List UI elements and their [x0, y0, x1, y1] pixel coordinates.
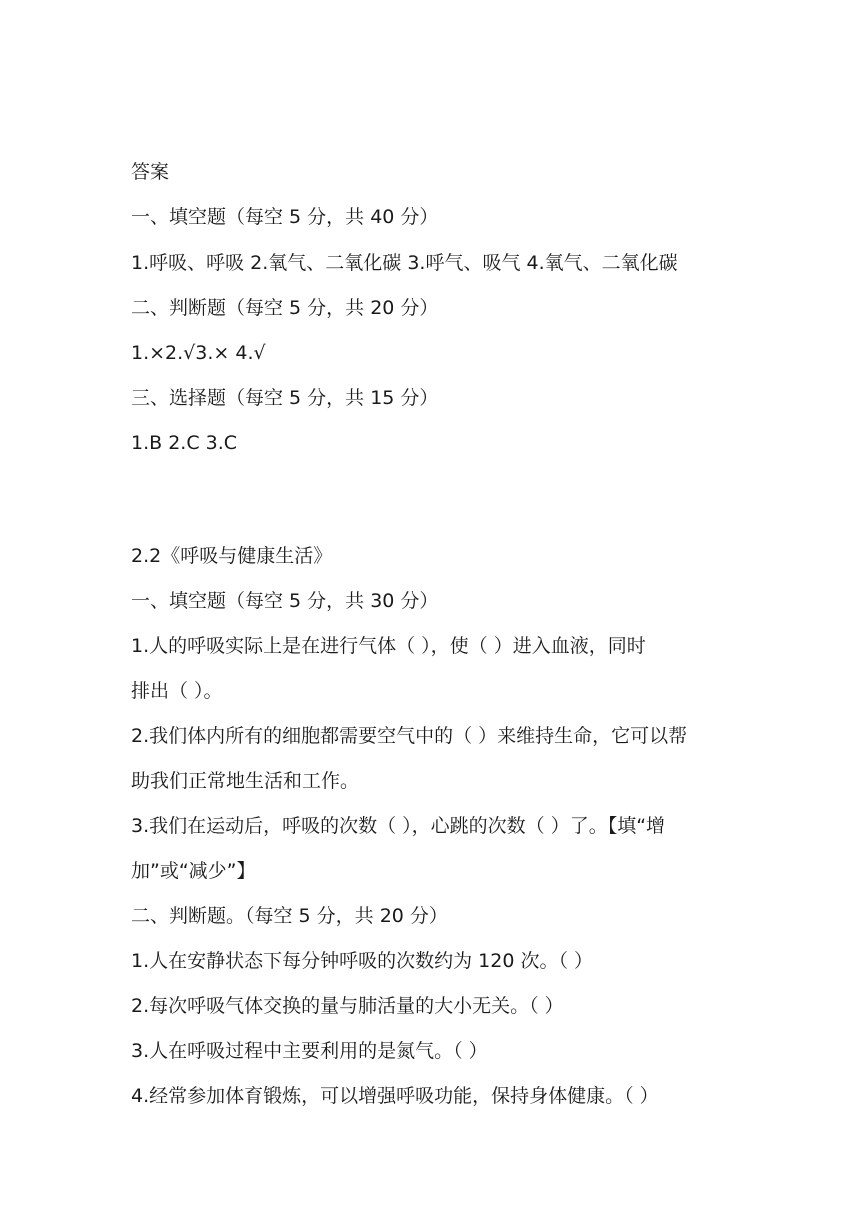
answer-part2-heading: 二、判断题（每空 5 分，共 20 分） [131, 297, 439, 319]
judge-question-4: 4.经常参加体育锻炼，可以增强呼吸功能，保持身体健康。（ ） [131, 1085, 659, 1107]
fill-question-1-line-2: 排出（ ）。 [131, 680, 223, 702]
answer-part3-text: 1.B 2.C 3.C [131, 432, 238, 454]
judge-question-3: 3.人在呼吸过程中主要利用的是氮气。（ ） [131, 1040, 488, 1062]
fill-heading: 一、填空题（每空 5 分，共 30 分） [131, 590, 439, 612]
fill-question-3-line-2: 加”或“减少”】 [131, 860, 256, 882]
answer-part3-heading: 三、选择题（每空 5 分，共 15 分） [131, 387, 439, 409]
fill-question-2-line-2: 助我们正常地生活和工作。 [131, 770, 360, 792]
judge-question-2: 2.每次呼吸气体交换的量与肺活量的大小无关。（ ） [131, 995, 564, 1017]
judge-heading: 二、判断题。（每空 5 分，共 20 分） [131, 905, 448, 927]
fill-question-3-line-1: 3.我们在运动后，呼吸的次数（ ），心跳的次数（ ）了。【填“增 [131, 815, 666, 837]
answer-part1-text: 1.呼吸、呼吸 2.氧气、二氧化碳 3.呼气、吸气 4.氧气、二氧化碳 [131, 252, 678, 274]
answer-part1-heading: 一、填空题（每空 5 分，共 40 分） [131, 206, 439, 228]
answer-title: 答案 [131, 161, 170, 183]
answer-part2-text: 1.×2.√3.× 4.√ [131, 342, 266, 364]
lesson-title: 2.2《呼吸与健康生活》 [131, 545, 333, 567]
fill-question-2-line-1: 2.我们体内所有的细胞都需要空气中的（ ）来维持生命，它可以帮 [131, 725, 688, 747]
fill-question-1-line-1: 1.人的呼吸实际上是在进行气体（ ），使（ ）进入血液，同时 [131, 635, 646, 657]
judge-question-1: 1.人在安静状态下每分钟呼吸的次数约为 120 次。（ ） [131, 950, 594, 972]
